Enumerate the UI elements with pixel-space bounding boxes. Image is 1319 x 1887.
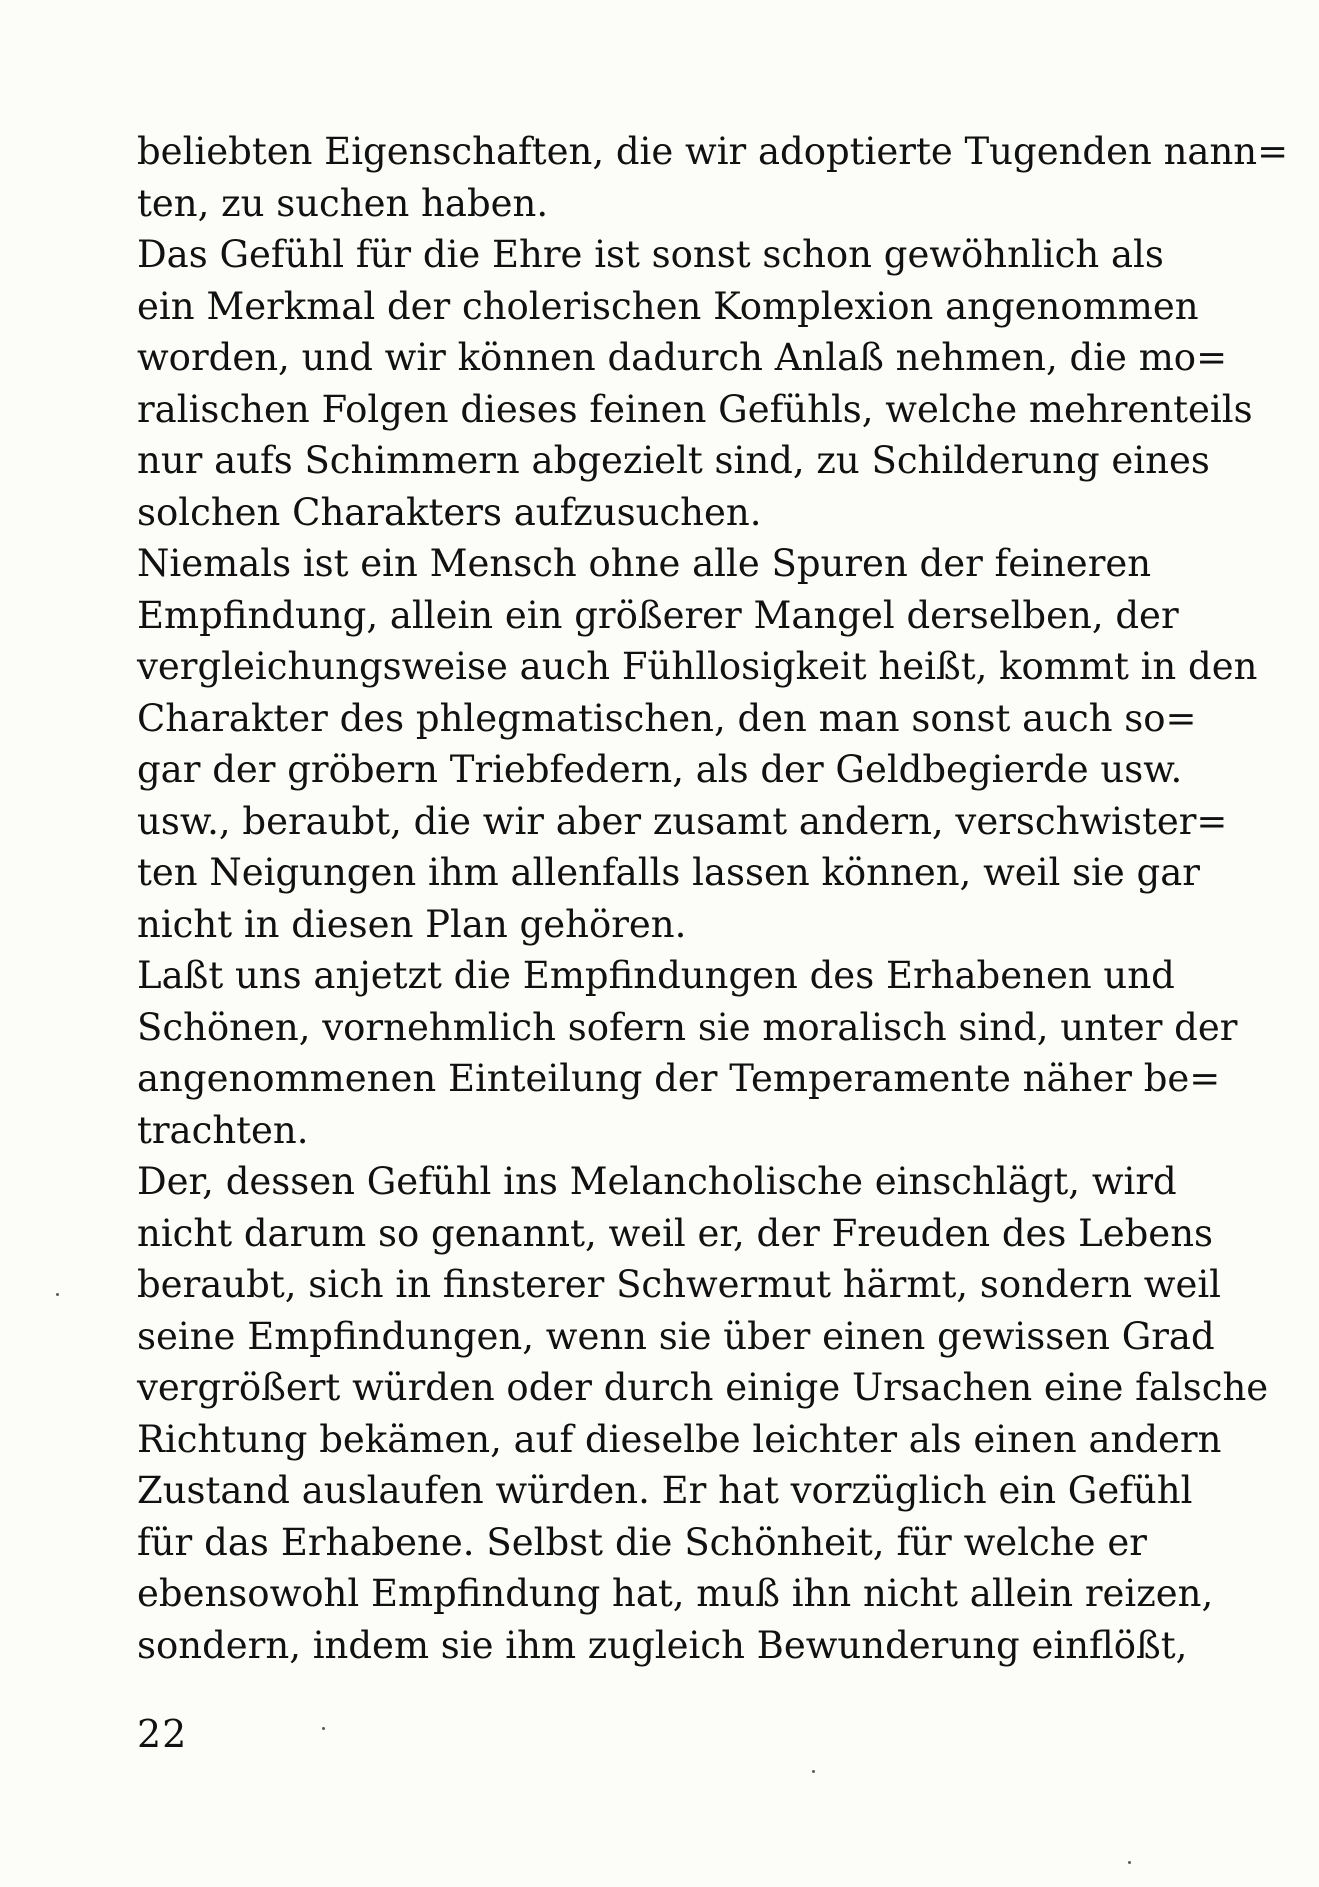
text-line: nur aufs Schimmern abgezielt sind, zu Schilderung eines [137, 439, 1210, 482]
text-line: für das Erhabene. Selbst die Schönheit, für welche er [137, 1520, 1147, 1564]
text-line: ein Merkmal der cholerischen Komplexion angenommen [137, 284, 1199, 328]
text-line: worden, und wir können dadurch Anlaß nehmen, die mo= [137, 336, 1228, 379]
text-line: nicht darum so genannt, weil er, der Freuden des Lebens [137, 1211, 1214, 1255]
text-line: Schönen, vornehmlich sofern sie moralisch sind, unter der [137, 1005, 1238, 1049]
text-line: Zustand auslaufen würden. Er hat vorzüglich ein Gefühl [137, 1469, 1193, 1512]
text-line: Empfindung, allein ein größerer Mangel derselben, der [137, 593, 1179, 637]
scan-speck [1128, 1861, 1131, 1864]
text-line: usw., beraubt, die wir aber zusamt andern, verschwister= [137, 799, 1228, 843]
text-line: ten, zu suchen haben. [137, 181, 549, 225]
scan-speck [812, 1770, 815, 1773]
text-line: Richtung bekämen, auf dieselbe leichter als einen andern [137, 1417, 1222, 1461]
text-line: vergleichungsweise auch Fühllosigkeit heißt, kommt in den [137, 645, 1258, 688]
text-line: beliebten Eigenschaften, die wir adoptierte Tugenden nann= [137, 130, 1289, 173]
text-line: seine Empfindungen, wenn sie über einen gewissen Grad [137, 1314, 1215, 1358]
page-number: 22 [137, 1712, 188, 1756]
scan-speck [56, 1293, 59, 1296]
text-line: Das Gefühl für die Ehre ist sonst schon gewöhnlich als [137, 233, 1164, 276]
text-line: gar der gröbern Triebfedern, als der Geldbegierde usw. [137, 748, 1183, 791]
text-line: ebensowohl Empfindung hat, muß ihn nicht allein reizen, [137, 1572, 1214, 1615]
page-text [137, 126, 1289, 1671]
text-line: sondern, indem sie ihm zugleich Bewunderung einflößt, [137, 1623, 1188, 1667]
text-line: nicht in diesen Plan gehören. [137, 902, 687, 946]
text-line: Niemals ist ein Mensch ohne alle Spuren der feineren [137, 542, 1152, 585]
text-line: angenommenen Einteilung der Temperamente näher be= [137, 1057, 1221, 1100]
text-line: Charakter des phlegmatischen, den man sonst auch so= [137, 696, 1197, 740]
text-line: ralischen Folgen dieses feinen Gefühls, welche mehrenteils [137, 387, 1253, 431]
text-line: beraubt, sich in finsterer Schwermut härmt, sondern weil [137, 1263, 1222, 1306]
scan-speck [322, 1727, 325, 1730]
text-line: solchen Charakters aufzusuchen. [137, 490, 762, 534]
text-line: Laßt uns anjetzt die Empfindungen des Erhabenen und [137, 954, 1175, 997]
text-line: Der, dessen Gefühl ins Melancholische einschlägt, wird [137, 1160, 1177, 1203]
text-line: vergrößert würden oder durch einige Ursachen eine falsche [137, 1366, 1269, 1409]
text-line: ten Neigungen ihm allenfalls lassen können, weil sie gar [137, 851, 1200, 894]
text-line: trachten. [137, 1108, 309, 1152]
